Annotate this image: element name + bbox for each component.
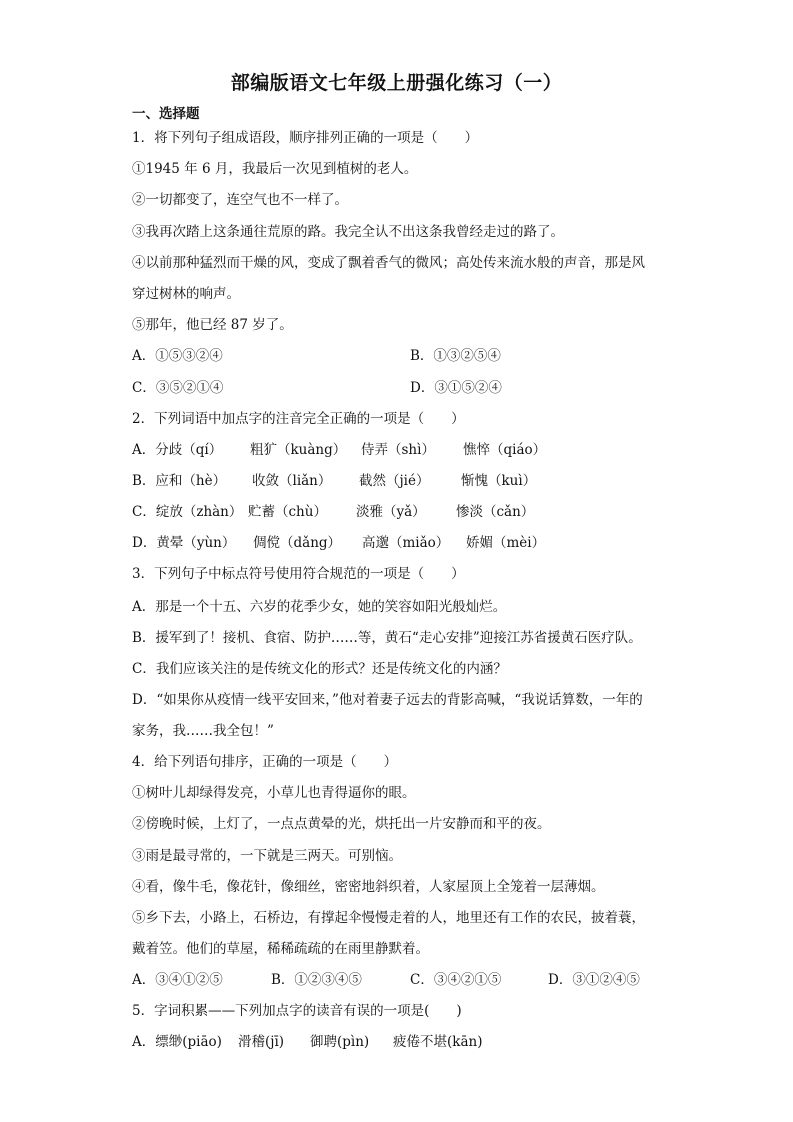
q4-sentence-4: ④看，像牛毛，像花针，像细丝，密密地斜织着，人家屋顶上全笼着一层薄烟。 [132, 879, 605, 895]
q4-sentence-5: ⑤乡下去，小路上，石桥边，有撑起伞慢慢走着的人，地里还有工作的农民，披着蓑， [132, 910, 645, 926]
section-heading: 一、选择题 [132, 106, 200, 122]
q4-sentence-1: ①树叶儿却绿得发亮，小草儿也青得逼你的眼。 [132, 785, 416, 801]
q3-option-a[interactable]: A．那是一个十五、六岁的花季少女，她的笑容如阳光般灿烂。 [132, 599, 507, 615]
q5-a-word-4: 疲倦不堪(kān) [393, 1034, 483, 1050]
q1-sentence-3: ③我再次踏上这条通往荒原的路。我完全认不出这条我曾经走过的路了。 [132, 224, 564, 240]
q5-a-word-2: 滑稽(jī) [238, 1034, 285, 1050]
q5-stem: 5．字词积累——下列加点字的读音有误的一项是( ) [132, 1003, 462, 1019]
q4-option-a[interactable]: A．③④①②⑤ [132, 972, 223, 988]
q4-stem: 4．给下列语句排序，正确的一项是（ ） [132, 754, 398, 770]
q1-sentence-5: ⑤那年，他已经 87 岁了。 [132, 317, 293, 333]
q5-a-word-1: A．缥缈(piāo) [132, 1034, 222, 1050]
q1-option-c[interactable]: C．③⑤②①④ [132, 380, 224, 396]
q3-option-d-cont: 家务，我……我全包！” [132, 723, 274, 739]
q2-d-word-2: 倜傥（dǎng） [253, 535, 342, 551]
q1-option-b[interactable]: B．①③②⑤④ [410, 348, 501, 364]
page-title: 部编版语文七年级上册强化练习（一） [230, 72, 563, 94]
q2-a-word-3: 侍弄（shì） [361, 442, 435, 458]
q2-c-word-2: 贮蓄（chù） [248, 504, 327, 520]
q5-a-word-3: 御聘(pìn) [310, 1034, 370, 1050]
q1-sentence-4: ④以前那种猛烈而干燥的风，变成了飘着香气的微风；高处传来流水般的声音，那是风 [132, 255, 645, 271]
q2-a-word-1: A．分歧（qí） [132, 442, 223, 458]
q4-sentence-2: ②傍晚时候，上灯了，一点点黄晕的光，烘托出一片安静而和平的夜。 [132, 816, 551, 832]
q3-stem: 3．下列句子中标点符号使用符合规范的一项是（ ） [132, 566, 465, 582]
q2-stem: 2．下列词语中加点字的注音完全正确的一项是（ ） [132, 411, 465, 427]
q2-b-word-1: B．应和（hè） [132, 473, 227, 489]
q2-a-word-2: 粗犷（kuàng） [250, 442, 347, 458]
q4-option-c[interactable]: C．③④②①⑤ [410, 972, 502, 988]
q4-option-d[interactable]: D．③①②④⑤ [548, 972, 640, 988]
q2-d-word-1: D．黄晕（yùn） [132, 535, 236, 551]
q2-c-word-3: 淡雅（yǎ） [356, 504, 426, 520]
q2-a-word-4: 憔悴（qiáo） [463, 442, 547, 458]
q1-sentence-4-cont: 穿过树林的响声。 [132, 286, 240, 302]
q1-option-a[interactable]: A．①⑤③②④ [132, 348, 223, 364]
q2-c-word-4: 惨淡（cǎn） [456, 504, 535, 520]
q2-b-word-3: 截然（jié） [359, 473, 430, 489]
q3-option-b[interactable]: B．援军到了！接机、食宿、防护……等，黄石“走心安排”迎接江苏省援黄石医疗队。 [132, 630, 642, 646]
q4-sentence-3: ③雨是最寻常的，一下就是三两天。可别恼。 [132, 848, 402, 864]
q4-option-b[interactable]: B．①②③④⑤ [271, 972, 362, 988]
q1-sentence-2: ②一切都变了，连空气也不一样了。 [132, 192, 348, 208]
q2-b-word-4: 惭愧（kuì） [461, 473, 537, 489]
q1-sentence-1: ①1945 年 6 月，我最后一次见到植树的老人。 [132, 161, 418, 177]
q4-sentence-5-cont: 戴着笠。他们的草屋，稀稀疏疏的在雨里静默着。 [132, 941, 429, 957]
q3-option-c[interactable]: C．我们应该关注的是传统文化的形式？还是传统文化的内涵？ [132, 661, 507, 677]
q1-option-d[interactable]: D．③①⑤②④ [410, 380, 502, 396]
q2-b-word-2: 收敛（liǎn） [252, 473, 332, 489]
q2-d-word-4: 娇媚（mèi） [466, 535, 546, 551]
q1-stem: 1．将下列句子组成语段，顺序排列正确的一项是（ ） [132, 130, 479, 146]
q3-option-d[interactable]: D．“如果你从疫情一线平安回来，”他对着妻子远去的背影高喊，“我说话算数，一年的 [132, 692, 643, 708]
q2-c-word-1: C．绽放（zhàn） [132, 504, 243, 520]
q2-d-word-3: 高邈（miǎo） [362, 535, 450, 551]
